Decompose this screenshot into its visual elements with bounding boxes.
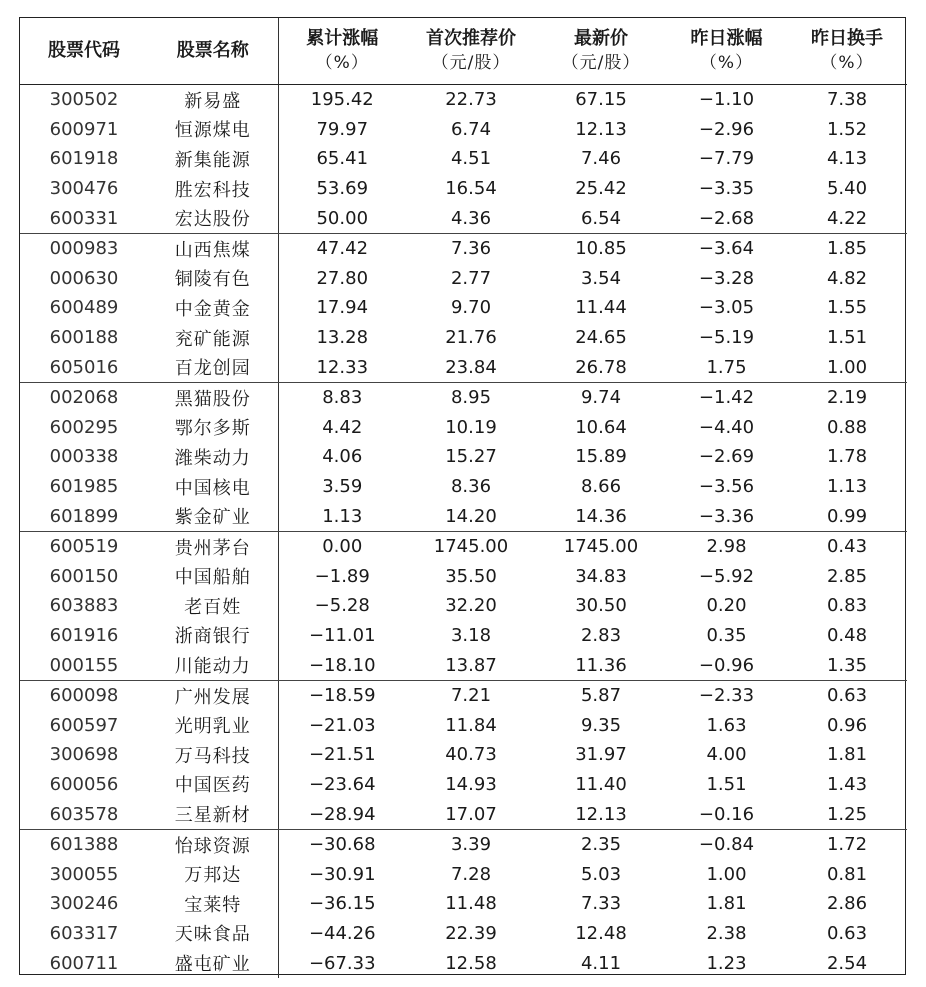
stock-code-cell: 300502 <box>49 89 119 111</box>
yesterday-turnover-cell: 1.35 <box>787 650 907 680</box>
first-price-cell: 15.27 <box>445 446 497 468</box>
latest-price-cell: 1745.00 <box>563 536 639 558</box>
latest-price-cell: 8.66 <box>580 476 622 498</box>
yesterday-gain-cell: 1.75 <box>666 352 787 382</box>
table-row <box>20 770 907 800</box>
stock-name-cell: 恒源煤电 <box>148 115 278 145</box>
cumulative-gain-cell: 53.69 <box>316 178 369 200</box>
yesterday-gain-cell: −3.36 <box>666 501 787 531</box>
table-row <box>20 472 907 502</box>
header-yesterday-gain: 昨日涨幅 （%） <box>666 18 787 85</box>
header-stock-name: 股票名称 <box>148 18 278 85</box>
yesterday-gain-cell: −3.35 <box>698 178 755 200</box>
yesterday-turnover-cell: 0.96 <box>826 714 868 736</box>
yesterday-gain-cell: 4.00 <box>706 744 747 766</box>
yesterday-gain-cell: −1.10 <box>698 89 755 111</box>
yesterday-gain-cell: −0.96 <box>666 650 787 680</box>
cumulative-gain-cell: 13.28 <box>316 327 369 349</box>
latest-price-cell: 12.13 <box>536 799 666 829</box>
latest-price-cell: 10.85 <box>575 238 627 260</box>
first-price-cell: 3.18 <box>450 624 492 646</box>
table-row <box>20 859 907 889</box>
table-row <box>20 203 907 233</box>
first-price-cell: 1745.00 <box>433 536 509 558</box>
latest-price-cell: 9.74 <box>580 387 622 409</box>
stock-code-cell: 605016 <box>20 352 148 382</box>
stock-name-cell: 老百姓 <box>148 591 278 621</box>
table-row <box>20 174 907 204</box>
table-row <box>20 85 907 115</box>
latest-price-cell: 7.46 <box>580 148 622 170</box>
stock-name-cell: 中国核电 <box>148 472 278 502</box>
cumulative-gain-cell: 195.42 <box>310 89 374 111</box>
header-yesterday-turnover: 昨日换手 （%） <box>787 18 907 85</box>
first-price-cell: 12.58 <box>445 952 497 974</box>
cumulative-gain-cell: 4.06 <box>322 446 363 468</box>
table-row <box>20 948 907 978</box>
yesterday-gain-cell: −2.96 <box>698 118 755 140</box>
stock-code-cell: 600711 <box>49 952 119 974</box>
cumulative-gain-cell: 27.80 <box>316 267 369 289</box>
yesterday-turnover-cell: 4.82 <box>826 267 868 289</box>
header-first-recommend-price: 首次推荐价 （元/股） <box>406 18 536 85</box>
table-row <box>20 413 907 443</box>
latest-price-cell: 11.36 <box>536 650 666 680</box>
stock-code-cell: 601985 <box>49 476 119 498</box>
first-price-cell: 17.07 <box>406 799 536 829</box>
yesterday-turnover-cell: 0.99 <box>787 501 907 531</box>
yesterday-turnover-cell: 2.85 <box>826 565 868 587</box>
stock-name-cell: 万马科技 <box>148 740 278 770</box>
cumulative-gain-cell: −67.33 <box>308 952 376 974</box>
cumulative-gain-cell: 47.42 <box>316 238 369 260</box>
latest-price-cell: 4.11 <box>580 952 622 974</box>
yesterday-gain-cell: −2.33 <box>698 685 755 707</box>
cumulative-gain-cell: −28.94 <box>278 799 406 829</box>
yesterday-gain-cell: 1.63 <box>706 714 747 736</box>
first-price-cell: 2.77 <box>450 267 492 289</box>
stock-name-cell: 铜陵有色 <box>148 264 278 294</box>
first-price-cell: 10.19 <box>445 416 497 438</box>
stock-name-cell: 川能动力 <box>148 650 278 680</box>
yesterday-gain-cell: 1.23 <box>706 952 747 974</box>
first-price-cell: 11.84 <box>445 714 497 736</box>
header-latest-price: 最新价 （元/股） <box>536 18 666 85</box>
stock-code-cell: 300055 <box>49 863 119 885</box>
first-price-cell: 35.50 <box>445 565 497 587</box>
latest-price-cell: 10.64 <box>575 416 627 438</box>
cumulative-gain-cell: 0.00 <box>322 536 363 558</box>
table-row <box>20 233 907 263</box>
first-price-cell: 13.87 <box>406 650 536 680</box>
yesterday-turnover-cell: 0.81 <box>826 863 868 885</box>
stock-code-cell: 300476 <box>49 178 119 200</box>
latest-price-cell: 14.36 <box>536 501 666 531</box>
cumulative-gain-cell: −1.89 <box>314 565 370 587</box>
latest-price-cell: 25.42 <box>575 178 627 200</box>
first-price-cell: 23.84 <box>406 352 536 382</box>
yesterday-gain-cell: −3.56 <box>698 476 755 498</box>
latest-price-cell: 7.33 <box>580 893 622 915</box>
cumulative-gain-cell: 3.59 <box>322 476 363 498</box>
first-price-cell: 32.20 <box>445 595 497 617</box>
latest-price-cell: 30.50 <box>575 595 627 617</box>
latest-price-cell: 9.35 <box>580 714 622 736</box>
stock-table <box>20 18 907 978</box>
cumulative-gain-cell: −30.68 <box>308 834 376 856</box>
stock-code-cell: 600519 <box>49 536 119 558</box>
table-row <box>20 115 907 145</box>
table-row <box>20 323 907 353</box>
latest-price-cell: 24.65 <box>575 327 627 349</box>
stock-code-cell: 600489 <box>49 297 119 319</box>
table-row <box>20 264 907 294</box>
yesterday-turnover-cell: 4.13 <box>826 148 868 170</box>
stock-name-cell: 山西焦煤 <box>148 233 278 263</box>
stock-name-cell: 万邦达 <box>148 859 278 889</box>
stock-code-cell: 600295 <box>49 416 119 438</box>
stock-code-cell: 603317 <box>49 922 119 944</box>
latest-price-cell: 12.48 <box>575 922 627 944</box>
stock-name-cell: 中国医药 <box>148 770 278 800</box>
yesterday-turnover-cell: 7.38 <box>826 89 868 111</box>
table-row <box>20 740 907 770</box>
yesterday-turnover-cell: 1.52 <box>826 118 868 140</box>
yesterday-gain-cell: −5.92 <box>698 565 755 587</box>
latest-price-cell: 5.87 <box>580 685 622 707</box>
stock-name-cell: 天味食品 <box>148 919 278 949</box>
yesterday-turnover-cell: 0.43 <box>826 536 868 558</box>
yesterday-turnover-cell: 1.78 <box>826 446 868 468</box>
stock-code-cell: 000338 <box>49 446 119 468</box>
first-price-cell: 21.76 <box>445 327 497 349</box>
latest-price-cell: 26.78 <box>536 352 666 382</box>
latest-price-cell: 31.97 <box>575 744 627 766</box>
first-price-cell: 14.93 <box>445 773 497 795</box>
cumulative-gain-cell: 8.83 <box>322 387 363 409</box>
yesterday-turnover-cell: 2.54 <box>826 952 868 974</box>
cumulative-gain-cell: −30.91 <box>308 863 376 885</box>
latest-price-cell: 34.83 <box>575 565 627 587</box>
yesterday-turnover-cell: 4.22 <box>787 203 907 233</box>
yesterday-gain-cell: 2.38 <box>706 922 747 944</box>
stock-table-container <box>19 17 906 975</box>
table-row <box>20 650 907 680</box>
first-price-cell: 14.20 <box>406 501 536 531</box>
yesterday-turnover-cell: 2.86 <box>826 893 868 915</box>
yesterday-gain-cell: −3.05 <box>698 297 755 319</box>
first-price-cell: 11.48 <box>445 893 497 915</box>
stock-name-cell: 盛屯矿业 <box>148 948 278 978</box>
stock-code-cell: 000155 <box>20 650 148 680</box>
first-price-cell: 7.36 <box>450 238 492 260</box>
header-stock-code: 股票代码 <box>20 18 148 85</box>
yesterday-gain-cell: −5.19 <box>698 327 755 349</box>
yesterday-turnover-cell: 0.48 <box>826 624 868 646</box>
cumulative-gain-cell: 12.33 <box>278 352 406 382</box>
cumulative-gain-cell: −23.64 <box>308 773 376 795</box>
yesterday-gain-cell: −0.84 <box>698 834 755 856</box>
first-price-cell: 9.70 <box>450 297 492 319</box>
table-row <box>20 621 907 651</box>
stock-code-cell: 601899 <box>20 501 148 531</box>
first-price-cell: 6.74 <box>450 118 492 140</box>
yesterday-turnover-cell: 1.55 <box>826 297 868 319</box>
stock-code-cell: 600597 <box>49 714 119 736</box>
latest-price-cell: 11.44 <box>575 297 627 319</box>
table-row <box>20 680 907 710</box>
stock-code-cell: 600150 <box>49 565 119 587</box>
cumulative-gain-cell: 1.13 <box>278 501 406 531</box>
stock-name-cell: 潍柴动力 <box>148 442 278 472</box>
table-header-row <box>20 18 907 85</box>
stock-code-cell: 300698 <box>49 744 119 766</box>
stock-code-cell: 603883 <box>49 595 119 617</box>
stock-name-cell: 宝莱特 <box>148 889 278 919</box>
stock-name-cell: 广州发展 <box>148 680 278 710</box>
stock-name-cell: 中国船舶 <box>148 562 278 592</box>
table-row <box>20 501 907 531</box>
stock-code-cell: 000983 <box>49 238 119 260</box>
stock-name-cell: 中金黄金 <box>148 293 278 323</box>
table-row <box>20 144 907 174</box>
first-price-cell: 22.39 <box>445 922 497 944</box>
stock-code-cell: 601916 <box>49 624 119 646</box>
table-row <box>20 591 907 621</box>
cumulative-gain-cell: 17.94 <box>316 297 369 319</box>
yesterday-gain-cell: −2.68 <box>666 203 787 233</box>
cumulative-gain-cell: −18.59 <box>308 685 376 707</box>
yesterday-gain-cell: −7.79 <box>698 148 755 170</box>
stock-name-cell: 浙商银行 <box>148 621 278 651</box>
stock-name-cell: 百龙创园 <box>148 352 278 382</box>
stock-name-cell: 新易盛 <box>148 85 278 115</box>
yesterday-turnover-cell: 5.40 <box>826 178 868 200</box>
latest-price-cell: 2.35 <box>580 834 622 856</box>
stock-code-cell: 601918 <box>49 148 119 170</box>
table-row <box>20 710 907 740</box>
stock-name-cell: 怡球资源 <box>148 829 278 859</box>
latest-price-cell: 2.83 <box>580 624 622 646</box>
cumulative-gain-cell: −11.01 <box>308 624 376 646</box>
yesterday-gain-cell: 2.98 <box>706 536 747 558</box>
cumulative-gain-cell: −36.15 <box>308 893 376 915</box>
latest-price-cell: 3.54 <box>580 267 622 289</box>
stock-name-cell: 兖矿能源 <box>148 323 278 353</box>
first-price-cell: 8.36 <box>450 476 492 498</box>
table-row <box>20 293 907 323</box>
yesterday-turnover-cell: 1.00 <box>787 352 907 382</box>
first-price-cell: 4.36 <box>406 203 536 233</box>
stock-code-cell: 600971 <box>49 118 119 140</box>
header-cumulative-gain: 累计涨幅 （%） <box>278 18 406 85</box>
stock-code-cell: 600331 <box>20 203 148 233</box>
yesterday-turnover-cell: 0.63 <box>826 685 868 707</box>
first-price-cell: 3.39 <box>450 834 492 856</box>
stock-name-cell: 宏达股份 <box>148 203 278 233</box>
cumulative-gain-cell: 65.41 <box>316 148 369 170</box>
yesterday-gain-cell: 1.51 <box>706 773 747 795</box>
yesterday-gain-cell: −4.40 <box>698 416 755 438</box>
yesterday-turnover-cell: 0.88 <box>826 416 868 438</box>
first-price-cell: 22.73 <box>445 89 497 111</box>
yesterday-turnover-cell: 0.83 <box>826 595 868 617</box>
yesterday-gain-cell: 0.20 <box>706 595 747 617</box>
cumulative-gain-cell: −5.28 <box>314 595 370 617</box>
latest-price-cell: 12.13 <box>575 118 627 140</box>
yesterday-turnover-cell: 2.19 <box>826 387 868 409</box>
first-price-cell: 40.73 <box>445 744 497 766</box>
yesterday-gain-cell: −1.42 <box>698 387 755 409</box>
latest-price-cell: 15.89 <box>575 446 627 468</box>
table-row <box>20 799 907 829</box>
yesterday-gain-cell: 0.35 <box>706 624 747 646</box>
yesterday-gain-cell: −2.69 <box>698 446 755 468</box>
yesterday-turnover-cell: 1.43 <box>826 773 868 795</box>
yesterday-gain-cell: −3.28 <box>698 267 755 289</box>
latest-price-cell: 67.15 <box>575 89 627 111</box>
first-price-cell: 8.95 <box>450 387 492 409</box>
latest-price-cell: 6.54 <box>536 203 666 233</box>
cumulative-gain-cell: 79.97 <box>316 118 369 140</box>
stock-code-cell: 601388 <box>49 834 119 856</box>
stock-name-cell: 光明乳业 <box>148 710 278 740</box>
first-price-cell: 7.21 <box>450 685 492 707</box>
yesterday-turnover-cell: 1.13 <box>826 476 868 498</box>
stock-name-cell: 黑猫股份 <box>148 382 278 412</box>
yesterday-gain-cell: −3.64 <box>698 238 755 260</box>
latest-price-cell: 11.40 <box>575 773 627 795</box>
table-row <box>20 919 907 949</box>
stock-code-cell: 002068 <box>49 387 119 409</box>
stock-code-cell: 600098 <box>49 685 119 707</box>
first-price-cell: 16.54 <box>445 178 497 200</box>
cumulative-gain-cell: −21.51 <box>308 744 376 766</box>
table-row <box>20 382 907 412</box>
cumulative-gain-cell: −21.03 <box>308 714 376 736</box>
table-row <box>20 352 907 382</box>
yesterday-turnover-cell: 1.51 <box>826 327 868 349</box>
cumulative-gain-cell: −18.10 <box>278 650 406 680</box>
stock-name-cell: 新集能源 <box>148 144 278 174</box>
cumulative-gain-cell: −44.26 <box>308 922 376 944</box>
stock-code-cell: 600188 <box>49 327 119 349</box>
stock-code-cell: 600056 <box>49 773 119 795</box>
stock-name-cell: 贵州茅台 <box>148 531 278 561</box>
yesterday-gain-cell: 1.81 <box>706 893 747 915</box>
stock-code-cell: 603578 <box>20 799 148 829</box>
yesterday-turnover-cell: 1.25 <box>787 799 907 829</box>
table-row <box>20 562 907 592</box>
cumulative-gain-cell: 50.00 <box>278 203 406 233</box>
table-row <box>20 531 907 561</box>
yesterday-gain-cell: 1.00 <box>706 863 747 885</box>
first-price-cell: 4.51 <box>450 148 492 170</box>
first-price-cell: 7.28 <box>450 863 492 885</box>
table-row <box>20 829 907 859</box>
stock-name-cell: 三星新材 <box>148 799 278 829</box>
latest-price-cell: 5.03 <box>580 863 622 885</box>
yesterday-turnover-cell: 1.85 <box>826 238 868 260</box>
table-row <box>20 889 907 919</box>
stock-name-cell: 紫金矿业 <box>148 501 278 531</box>
yesterday-turnover-cell: 1.72 <box>826 834 868 856</box>
stock-name-cell: 鄂尔多斯 <box>148 413 278 443</box>
yesterday-turnover-cell: 1.81 <box>826 744 868 766</box>
cumulative-gain-cell: 4.42 <box>322 416 363 438</box>
stock-name-cell: 胜宏科技 <box>148 174 278 204</box>
stock-code-cell: 300246 <box>49 893 119 915</box>
stock-code-cell: 000630 <box>49 267 119 289</box>
yesterday-turnover-cell: 0.63 <box>826 922 868 944</box>
table-row <box>20 442 907 472</box>
yesterday-gain-cell: −0.16 <box>666 799 787 829</box>
